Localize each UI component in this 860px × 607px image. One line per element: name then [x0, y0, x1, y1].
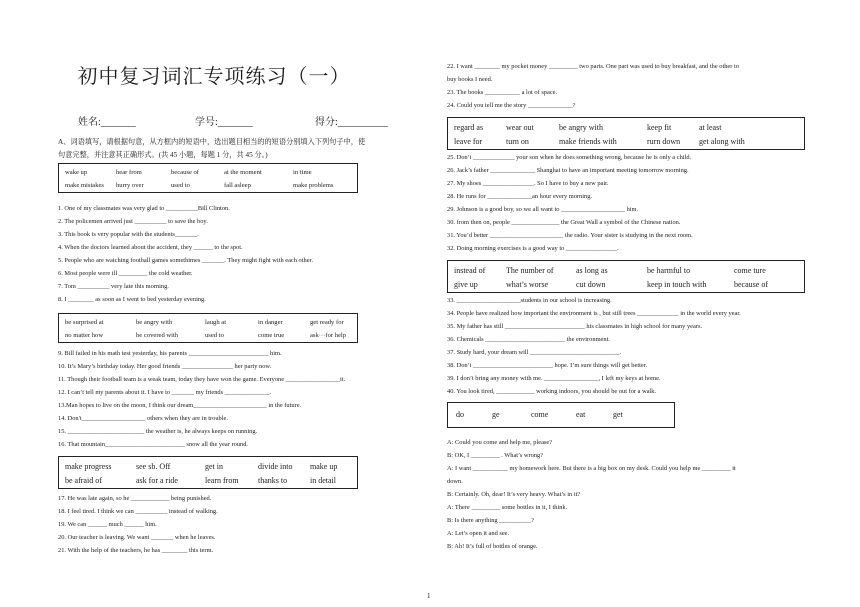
question-7: 7. Tom __________ very late this morning. — [58, 283, 169, 290]
page-number: 1 — [427, 592, 431, 600]
question-35: 35. My father has still _________________________ his classmates in high school for many years. — [447, 323, 703, 330]
question-2: 2. The policemen arrived just __________ to save the boy. — [58, 218, 208, 225]
phrase: come ture — [734, 266, 766, 275]
phrase: leave for — [454, 137, 483, 146]
phrase: get along with — [699, 137, 745, 146]
question-20: 20. Our teacher is leaving. We want _______ when he leaves. — [58, 534, 216, 541]
phrase: laugh at — [205, 319, 227, 326]
phrase: make mistakes — [65, 182, 105, 189]
question-24: 24. Could you tell me the story ______________? — [447, 102, 576, 109]
question-15: 15. ________________________ the weather is, he always keeps on running. — [58, 428, 258, 435]
phrase: make up — [310, 462, 338, 471]
question-32: 32. Doing morning exercises is a good way to ________________. — [447, 245, 619, 252]
question-36: 36. Chemicals _________________________ the environment. — [447, 336, 610, 343]
question-21: 21. With the help of the teachers, he has ________ this term. — [58, 547, 214, 554]
word: ge — [492, 410, 500, 419]
phrase-box-5 — [447, 260, 805, 293]
score-field: 得分:__________ — [315, 117, 388, 128]
phrase: give up — [454, 280, 478, 289]
phrase: rurn down — [647, 137, 681, 146]
dialogue-line-5: A: There _________ some bottles in it, I think. — [447, 504, 568, 511]
phrase: fall asleep — [224, 182, 251, 189]
phrase-box-2 — [58, 313, 358, 343]
word: eat — [576, 410, 586, 419]
question-17: 17. He was late again, so he ____________ being punished. — [58, 495, 212, 502]
question-16: 16. That mountain_________________________ snow all the year round. — [58, 441, 248, 448]
question-29: 29. Johnson is a good boy, so we all want to ____________________ him. — [447, 206, 639, 213]
phrase: divide into — [258, 462, 293, 471]
phrase: be afraid of — [65, 476, 102, 485]
student-id-field: 学号:_______ — [195, 117, 253, 128]
phrase: be angry with — [136, 319, 173, 326]
question-37: 37. Study hard, your dream will ____________________________. — [447, 349, 622, 356]
dialogue-line-7: A: Let’s open it and see. — [447, 530, 510, 537]
phrase: keep in touch with — [647, 280, 707, 289]
phrase: ask···for help — [310, 332, 347, 339]
phrase: see sb. Off — [136, 462, 171, 471]
phrase: get in — [205, 462, 223, 471]
question-25: 25. Don’t _____________ your son when he does something wrong, because he is only a child. — [447, 154, 692, 161]
phrase: at least — [699, 123, 722, 132]
phrase: make friends with — [559, 137, 617, 146]
question-18: 18. I feel tired. I think we can __________ instead of walking. — [58, 508, 218, 515]
question-27: 27. My shoes ________________. So I have to buy a new pair. — [447, 180, 609, 187]
phrase: regard as — [454, 123, 484, 132]
phrase: at the moment — [224, 169, 262, 176]
dialogue-line-8: B: Ah! It’s full of bottles of orange. — [447, 543, 538, 550]
question-5: 5. People who are watching football games somethimes _______. They might fight with each other. — [58, 257, 313, 264]
phrase: be angry with — [559, 123, 603, 132]
question-1: 1. One of my classmates was very glad to __________Bill Clinton. — [58, 205, 230, 212]
page-title: 初中复习词汇专项练习（一） — [77, 64, 351, 88]
question-3: 3. This book is very popular with the students_______. — [58, 231, 199, 238]
phrase: cut down — [576, 280, 606, 289]
phrase: in detail — [310, 476, 336, 485]
phrase: learn from — [205, 476, 239, 485]
question-6: 6. Most people were ill _________ the cold weather. — [58, 270, 193, 277]
question-22: 22. I want ________ my pocket money _________ two parts. One part was used to buy breakfast, and the other to — [447, 63, 739, 70]
phrase: be harmful to — [647, 266, 691, 275]
phrase: hurry over — [116, 182, 144, 189]
question-14: 14. Don't____________________ others when they are in trouble. — [58, 415, 228, 422]
phrase: ask for a ride — [136, 476, 178, 485]
question-33: 33. ____________________students in our school is increasing. — [447, 297, 612, 304]
question-39: 39. I don’t bring any money with me. _________________, I left my keys at home. — [447, 375, 661, 382]
phrase: in danger — [258, 319, 283, 326]
phrase: wake up — [65, 169, 88, 176]
phrase: wear out — [506, 123, 534, 132]
word-box-6 — [447, 402, 675, 428]
question-26: 26. Jack’s father ______________ Shanghai to have an important meeting tomorrow morning. — [447, 167, 689, 174]
phrase: be covered with — [136, 332, 179, 339]
question-34: 34. People have realized how important the environment is , but still trees _____________ in the world every year. — [447, 310, 741, 317]
phrase-box-4 — [447, 117, 805, 150]
phrase: The number of — [506, 266, 554, 275]
word: get — [613, 410, 623, 419]
phrase: as long as — [576, 266, 608, 275]
phrase: in time — [293, 169, 312, 176]
word: do — [456, 410, 464, 419]
phrase: instead of — [454, 266, 486, 275]
phrase: come true — [258, 332, 285, 339]
instructions: A、词语填写，请根据句意，从方框内的短语中，选出题目相当的的短语分别填入下列句子中，使句意完整，并注意其正确形式。(共 45 小题，每题 1 分，共 45 分。) — [58, 138, 366, 159]
question-31: 31. You’d better _______________________ the radio. Your sister is studying in the next room. — [447, 232, 693, 239]
question-13: 13.Man hopes to live on the moon, I think our dream_______________________ in the future. — [58, 402, 302, 409]
dialogue-line-4: B: Certainly. Oh, dear! It’s very heavy. What’s in it? — [447, 491, 581, 498]
question-12: 12. I can’t tell my parents about it. I have to _______ my friends ______________. — [58, 389, 272, 396]
phrase: no matter how — [65, 332, 104, 339]
question-4: 4. When the doctors learned about the accident, they ______ to the spot. — [58, 244, 243, 251]
dialogue-line-3-cont: down. — [447, 478, 463, 485]
question-22-cont: buy books I need. — [447, 76, 493, 83]
question-11: 11. Though their football team is a weak team, today they have won the game. Everyone _________________it. — [58, 376, 346, 383]
phrase: because of — [171, 169, 200, 176]
phrase: be surprised at — [65, 319, 104, 326]
phrase: because of — [734, 280, 768, 289]
phrase: make progress — [65, 462, 112, 471]
phrase: hear from — [116, 169, 142, 176]
question-40: 40. You look tired, ____________ working indoors, you should be out for a walk. — [447, 388, 657, 395]
question-19: 19. We can ______ much ______ him. — [58, 521, 157, 528]
question-8: 8. I ________ as soon as I went to bed yesterday evening. — [58, 296, 206, 303]
phrase: turn on — [506, 137, 529, 146]
phrase: get ready for — [310, 319, 344, 326]
word: come — [531, 410, 549, 419]
phrase: thanks to — [258, 476, 288, 485]
phrase: used to — [171, 182, 190, 189]
name-field: 姓名:_______ — [78, 117, 136, 128]
dialogue-line-1: A: Could you come and help me, please? — [447, 439, 553, 446]
question-23: 23. The books ___________ a lot of space. — [447, 89, 558, 96]
phrase-box-3 — [58, 456, 358, 489]
phrase: used to — [205, 332, 224, 339]
phrase: what’s worse — [506, 280, 548, 289]
phrase-box-1 — [58, 163, 358, 193]
question-30: 30. from then on, people _______________ the Great Wall a symbol of the Chinese nation. — [447, 219, 681, 226]
question-28: 28. He runs for ______________an hour every morning. — [447, 193, 593, 200]
phrase: keep fit — [647, 123, 672, 132]
dialogue-line-2: B: OK, I _________ . What’s wrong? — [447, 452, 544, 459]
question-38: 38. Don’t _________________________ hope. I’m sure things will get better. — [447, 362, 648, 369]
question-9: 9. Bill failed in his math test yesterday, his parents _________________________ him. — [58, 350, 282, 357]
phrase: make problems — [293, 182, 334, 189]
dialogue-line-3: A: I want ___________ my homework here. But there is a big box on my desk. Could you help me _________ it — [447, 465, 736, 472]
question-10: 10. It’s Mary’s birthday today. Her good friends ________________ her party now. — [58, 363, 272, 370]
dialogue-line-6: B: Is there anything __________? — [447, 517, 534, 524]
